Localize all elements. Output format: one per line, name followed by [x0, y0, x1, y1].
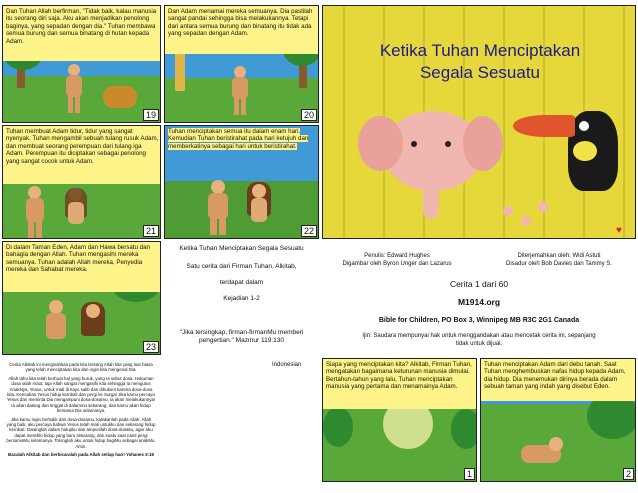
scripture-reference: Kejadian 1-2 [223, 295, 260, 302]
cover-panel [322, 5, 636, 239]
lion-figure [103, 86, 137, 108]
caption-box [165, 126, 319, 166]
translator-credit: Diterjemahkan oleh: Widi Astuti [517, 253, 601, 259]
toucan-illustration [513, 101, 623, 221]
gospel-paragraph-4: Bacalah Alkitab dan berbicaralah pada Allah setiap hari! Yohanes 3:16 [8, 452, 154, 458]
page-number: 22 [301, 225, 317, 237]
panel-20 [164, 5, 319, 123]
caption-text: Dan Tuhan Allah berfirman, "Tidak baik, kalau manusia itu seorang diri saja. Aku akan menjadikan penolong baginya, yang sepadan dengan dia." Tuhan membawa semua burung dan semua binatang di hutan kepada Adam. [6, 8, 157, 45]
panel-21 [2, 125, 161, 239]
credits-page [322, 241, 636, 355]
panel-23 [2, 241, 161, 355]
tree-foliage [451, 409, 477, 449]
caption-box [3, 6, 161, 61]
adam-figure [63, 64, 85, 114]
story-count: Cerita 1 dari 60 [449, 279, 509, 289]
caption-box [165, 6, 319, 54]
caption-text: Tuhan membuat Adam tidur, tidur yang sangat nyenyak. Tuhan mengambil sebuah tulang rusuk Adam, dan membuat seorang perempuan dari tulang iga Adam. Perempuan itu diciptakan sebagai penolong yang sangat cocok untuk Adam. [6, 128, 159, 165]
page-number: 1 [464, 468, 475, 480]
tree-foliage [323, 407, 353, 447]
gospel-text [6, 362, 156, 488]
adapter-credit: Disadur oleh Bob Davies dan Tammy S. [506, 261, 612, 267]
adam-figure [229, 66, 251, 116]
found-in-label: terdapat dalam [219, 279, 264, 286]
gospel-paragraph-3: Jika kamu ingin berbalik dari dosa-dosamu, katakanlah pada Allah: Allah yang baik, aku percaya bahwa Yesus telah mati untukku dan sekarang hidup kembali. Datanglah dalam hidupku dan ampunilah dosa-dosaku, agar aku dapat memiliki hidup yang baru sekarang, dan suatu saat nanti pergi bersamaMu selamanya. Tolonglah aku untuk hidup bagiMu sebagai anakMu. Amin. [6, 416, 156, 449]
flower-icon [503, 206, 513, 216]
gospel-paragraph-2: Allah tahu kita telah berbuat hal yang buruk, yang Ia sebut dosa. Hukuman dosa ialah maut, tapi Allah sangat mengasihi kita sehingga Ia mengutus AnakNya, Yesus, untuk mati di kayu salib dan dihukum karena dosa-dosa kita. Kemudian Yesus hidup kembali dan pergi ke Surga! Jika kamu percaya Yesus dan meminta Dia mengampuni dosa-dosamu, Ia akan melakukannya! Ia akan datang dan tinggal di dalammu sekarang, dan kamu akan hidup bersama Dia selamanya. [6, 375, 156, 414]
caption-text: Tuhan menciptakan Adam dari debu tanah. Saat Tuhan menghembuskan nafas hidup kepada Adam, dia hidup. Dia menemukan dirinya berada dalam sebuah taman yang indah yang disebut Eden. [484, 361, 626, 391]
gospel-paragraph-1: Cerita Alkitab ini mengisahkan pada kita tentang Allah kita yang luar biasa yang telah menciptakan kita dan ingin kita mengenal Dia. [9, 362, 153, 373]
website-link[interactable]: M1914.org [457, 297, 501, 307]
caption-text: Di dalam Taman Eden, Adam dan Hawa bersatu dan bahagia dengan Allah. Tuhan mengasihi mereka semuanya. Tuhan adalah Allah mereka, Penyedia mereka dan Sahabat mereka. [6, 244, 151, 274]
psalm-quote: "Jika tersingkap, firman-firmanMu memberi pengertian." Mazmur 119:130 [179, 329, 304, 344]
adam-figure [43, 300, 69, 354]
caption-text: Dan Adam menamai mereka semuanya. Dia pastilah sangat pandai sehingga bisa melakukannya. Tetapi dari antara semua burung dan binatang itu tidak ada yang sepadan dengan Adam. [168, 8, 313, 38]
language-label: Indonesian [272, 362, 302, 368]
license-text: Ijin: Saudara mempunyai hak untuk menggandakan atau mencetak cerita ini, sepanjang tidak untuk dijual. [362, 333, 596, 347]
panel-2 [480, 358, 636, 482]
publisher-address: Bible for Children, PO Box 3, Winnipeg MB R3C 2G1 Canada [378, 317, 580, 324]
back-page [2, 358, 319, 491]
title-page [164, 241, 319, 355]
adam-figure [521, 431, 561, 471]
elephant-illustration [353, 96, 503, 221]
caption-box [323, 359, 477, 409]
cover-title-line1: Ketika Tuhan Menciptakan [379, 41, 581, 60]
eve-figure [65, 188, 87, 238]
book-subtitle: Satu cerita dari Firman Tuhan, Alkitab, [186, 263, 297, 270]
cover-title-line2: Segala Sesuatu [419, 63, 541, 82]
caption-text: Siapa yang menciptakan kita? Alkitab, Firman Tuhan, mengatakan bagaimana keturunan manusia dimulai. Bertahun-tahun yang lalu, Tuhan menciptakan manusia yang pertama dan menamainya Adam. [326, 361, 472, 391]
caption-box [3, 242, 161, 292]
caption-box [3, 126, 161, 184]
illustrator-credit: Digambar oleh Byron Unger dan Lazarus [342, 261, 452, 267]
cover-title [323, 40, 636, 84]
adam-figure [205, 180, 231, 236]
eve-figure [81, 302, 105, 354]
page-number: 19 [143, 109, 159, 121]
flower-icon [521, 216, 531, 226]
flower-icon [538, 202, 548, 212]
adam-figure [23, 186, 47, 238]
caption-box [481, 359, 636, 401]
eve-figure [247, 182, 271, 236]
caption-text: Tuhan menciptakan semua itu dalam enam hari. Kemudian Tuhan beristirahat pada hari ketujuh dan memberkatinya sebagai hari untuk beristirahat. [168, 128, 309, 150]
panel-1 [322, 358, 477, 482]
panel-22 [164, 125, 319, 239]
heart-icon: ♥ [616, 225, 622, 236]
book-title: Ketika Tuhan Menciptakan Segala Sesuatu [179, 245, 304, 252]
page-number: 2 [623, 468, 634, 480]
page-number: 23 [143, 341, 159, 353]
panel-19 [2, 5, 161, 123]
page-number: 21 [143, 225, 159, 237]
writer-credit: Penulis: Edward Hughes [364, 253, 430, 259]
page-number: 20 [301, 109, 317, 121]
